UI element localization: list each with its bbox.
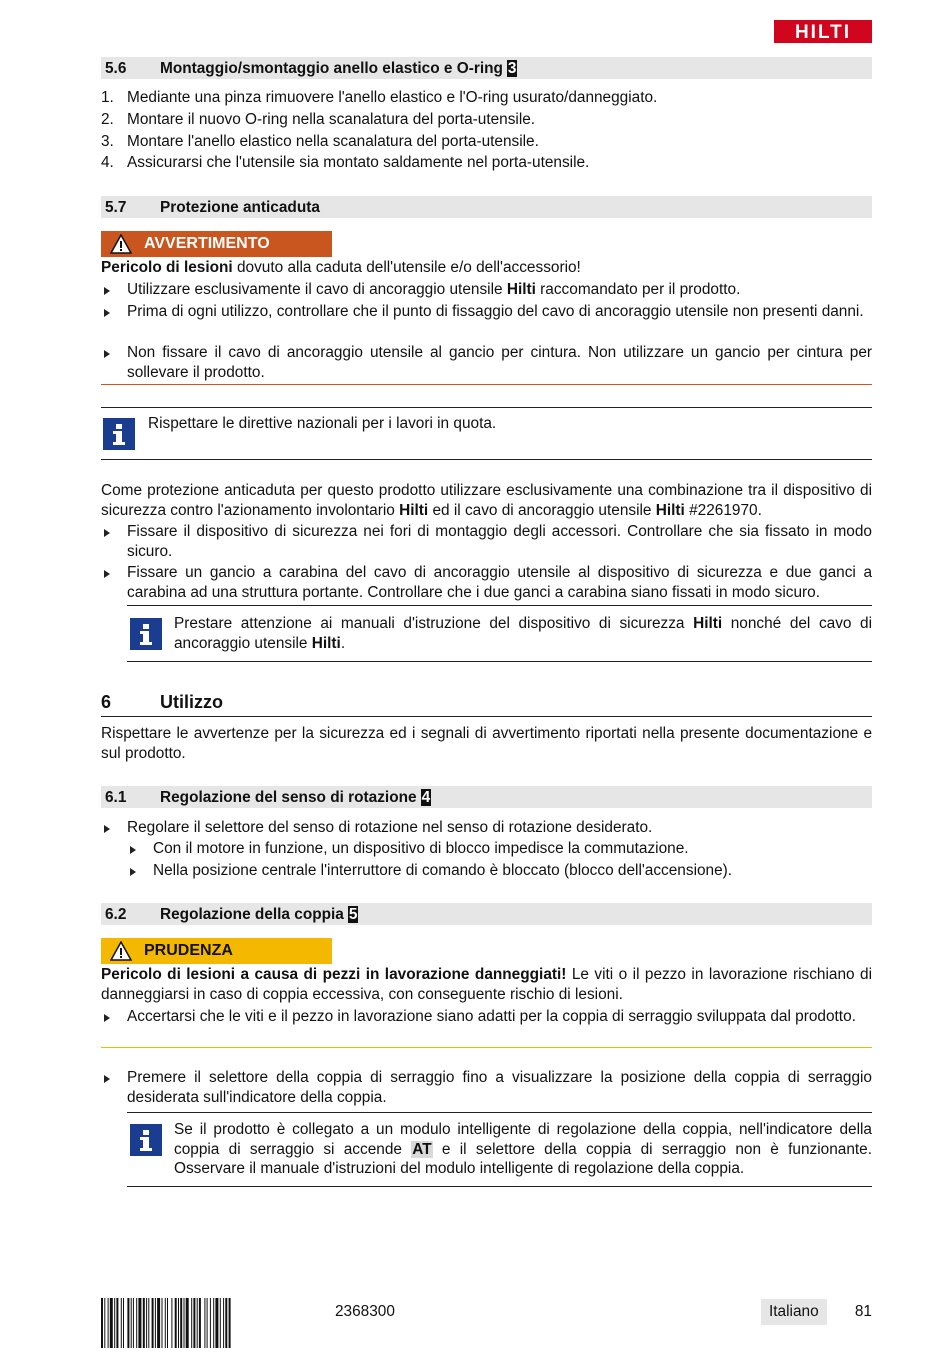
chapter-number: 6 [101,692,112,712]
bullet-item: Fissare il dispositivo di sicurezza nei fori di montaggio degli accessori. Controllare che sia fissato in modo sicuro. [101,522,872,562]
section-title: Protezione anticaduta [160,199,320,216]
chapter-title: Utilizzo [160,692,223,712]
bullet-item: Accertarsi che le viti e il pezzo in lavorazione siano adatti per la coppia di serraggio sviluppata dal prodotto. [101,1007,872,1047]
info-icon [103,418,135,450]
warning-triangle-icon [110,234,132,254]
warning-label: AVVERTIMENTO [144,235,270,252]
list-item: 3. Montare l'anello elastico nella scanalatura del porta-utensile. [101,133,539,150]
bullet-arrow-icon [104,287,110,295]
caution-label: PRUDENZA [144,942,233,959]
warning-divider [101,384,872,385]
section-title: Regolazione della coppia 5 [160,906,358,923]
info-text: Se il prodotto è collegato a un modulo intelligente di regolazione della coppia, nell'indicatore della coppia di serraggio si accende AT e il selettore della coppia di serraggio non è funzionante. Osservare il manuale d'istruzioni del modulo intelligente di regolazione della coppia. [174,1121,872,1178]
list-item: 2. Montare il nuovo O-ring nella scanalatura del porta-utensile. [101,111,536,128]
hilti-logo [774,20,872,43]
info-rule-bottom [101,459,872,460]
bullet-arrow-icon [104,529,110,537]
page-number: 81 [854,1303,872,1320]
display-code: AT [412,1140,432,1158]
section-heading-5-6 [101,57,872,79]
info-text: Prestare attenzione ai manuali d'istruzione del dispositivo di sicurezza Hilti nonché del cavo di ancoraggio utensile Hilti. [174,615,873,652]
document-number: 2368300 [335,1303,395,1320]
section-number: 5.6 [105,60,127,77]
list-item: 4. Assicurarsi che l'utensile sia montato saldamente nel porta-utensile. [101,154,590,171]
bullet-item: Regolare il selettore del senso di rotazione nel senso di rotazione desiderato. [101,818,872,838]
section-heading-6-1 [101,786,872,808]
figure-ref: 5 [348,906,358,923]
figure-ref: 3 [507,60,517,77]
section-number: 5.7 [105,199,127,216]
section-title: Regolazione del senso di rotazione 4 [160,789,431,806]
caution-lead: Pericolo di lesioni a causa di pezzi in lavorazione danneggiati! Le viti o il pezzo in lavorazione rischiano di danneggiarsi in caso di coppia eccessiva, con conseguente rischio di lesioni. [101,966,872,1003]
caution-divider [101,1047,872,1048]
figure-ref: 4 [421,789,431,806]
warning-lead: Pericolo di lesioni dovuto alla caduta dell'utensile e/o dell'accessorio! [101,259,581,276]
info-rule-top [127,605,872,606]
info-rule-bottom [127,1186,872,1187]
section-number: 6.2 [105,906,127,923]
section-heading-5-7 [101,196,872,218]
bullet-arrow-icon [104,1075,110,1083]
bullet-item: Utilizzare esclusivamente il cavo di ancoraggio utensile Hilti raccomandato per il prodotto. [101,280,872,300]
bullet-arrow-icon [104,1014,110,1022]
info-text: Rispettare le direttive nazionali per i lavori in quota. [148,415,497,432]
bullet-item: Fissare un gancio a carabina del cavo di ancoraggio utensile al dispositivo di sicurezza e due ganci a carabina ad una struttura portante. Controllare che i due ganci a carabina siano fissati in modo sicuro. [101,563,872,603]
warning-header [101,231,332,257]
section-heading-6-2 [101,903,872,925]
info-icon [130,618,162,650]
sub-bullet-item: Nella posizione centrale l'interruttore di comando è bloccato (blocco dell'accensione). [127,861,872,881]
bullet-arrow-icon [104,570,110,578]
bullet-item: Premere il selettore della coppia di serraggio fino a visualizzare la posizione della coppia di serraggio desiderata sull'indicatore della coppia. [101,1068,872,1108]
bullet-arrow-icon [130,846,136,854]
info-icon [130,1124,162,1156]
svg-text:HILTI: HILTI [794,22,852,43]
list-item: 1. Mediante una pinza rimuovere l'anello elastico e l'O-ring usurato/danneggiato. [101,89,658,106]
bullet-arrow-icon [104,825,110,833]
info-rule-top [127,1112,872,1113]
barcode [101,1298,322,1348]
warning-triangle-icon [110,941,132,961]
info-rule-top [101,407,872,408]
section-number: 6.1 [105,789,127,806]
bullet-item: Non fissare il cavo di ancoraggio utensile al gancio per cintura. Non utilizzare un gancio per cintura per sollevare il prodotto. [101,343,872,383]
sub-bullet-item: Con il motore in funzione, un dispositivo di blocco impedisce la commutazione. [127,839,872,859]
language-label: Italiano [761,1299,827,1325]
info-rule-bottom [127,661,872,662]
section-title: Montaggio/smontaggio anello elastico e O-ring 3 [160,60,517,77]
chapter-heading [101,690,872,717]
bullet-arrow-icon [130,868,136,876]
caution-header [101,938,332,964]
bullet-arrow-icon [104,350,110,358]
paragraph: Come protezione anticaduta per questo prodotto utilizzare esclusivamente una combinazione tra il dispositivo di sicurezza contro l'azionamento involontario Hilti ed il cavo di ancoraggio utensile Hilti #2261970. [101,482,872,519]
bullet-item: Prima di ogni utilizzo, controllare che il punto di fissaggio del cavo di ancoraggio utensile non presenti danni. [101,302,872,342]
bullet-arrow-icon [104,309,110,317]
paragraph: Rispettare le avvertenze per la sicurezza ed i segnali di avvertimento riportati nella presente documentazione e sul prodotto. [101,725,872,762]
